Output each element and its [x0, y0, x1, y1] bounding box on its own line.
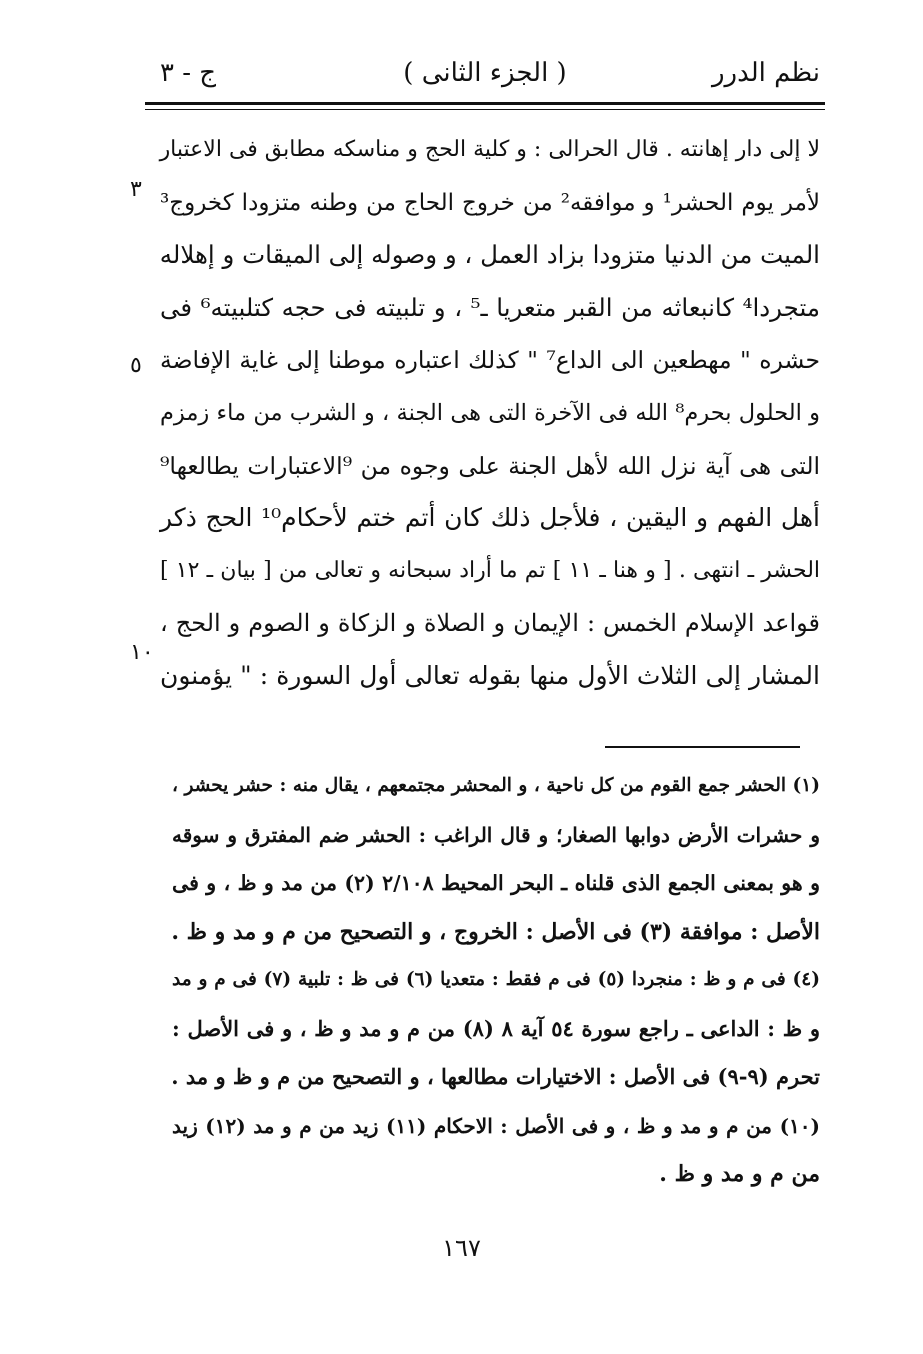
text-line: التى هى آية نزل الله لأهل الجنة على وجوه من ⁹الاعتبارات يطالعها⁹ — [160, 451, 821, 480]
text-line: الميت من الدنيا متزودا بزاد العمل ، و وصوله إلى الميقات و إهلاله — [159, 240, 820, 270]
line-number: ٣ — [130, 177, 142, 202]
text-line: و الحلول بحرم⁸ الله فى الآخرة التى هى الجنة ، و الشرب من ماء زمزم — [160, 399, 820, 426]
text-line: متجردا⁴ كانبعاثه من القبر متعريا ـ⁵ ، و تلبيته فى حجه كتلبيته⁶ فى — [160, 292, 821, 322]
footnote-line: (٤) فى م و ظ : منجردا (٥) فى م فقط : متعديا (٦) فى ظ : تلبية (٧) فى م و مد — [172, 969, 820, 990]
footnote-line: تحرم (٩-٩) فى الأصل : الاختيارات مطالعها ، و التصحيح من م و ظ و مد . — [171, 1064, 820, 1089]
volume-label: ج - ٣ — [160, 58, 217, 88]
footnote-line: و هو بمعنى الجمع الذى قلناه ـ البحر المحيط ٢/١٠٨ (٢) من مد و ظ ، و فى — [172, 871, 820, 895]
text-line: قواعد الإسلام الخمس : الإيمان و الصلاة و الزكاة و الصوم و الحج ، — [160, 609, 820, 638]
text-line: الحشر ـ انتهى . [ و هنا ـ ١١ ] تم ما أراد سبحانه و تعالى من [ بيان ـ ١٢ ] — [160, 557, 821, 583]
footnote-line: و ظ : الداعى ـ راجع سورة ٥٤ آية ٨ (٨) من م و مد و ظ ، و فى الأصل : — [172, 1015, 821, 1041]
text-line: لأمر يوم الحشر¹ و موافقه² من خروج الحاج من وطنه متزودا كخروج³ — [160, 189, 821, 216]
line-number: ٥ — [130, 353, 142, 378]
text-line: المشار إلى الثلاث الأول منها بقوله تعالى أول السورة : " يؤمنون — [160, 660, 820, 690]
text-line: أهل الفهم و اليقين ، فلأجل ذلك كان أتم ختم لأحكام¹⁰ الحج ذكر — [160, 503, 820, 533]
text-line: حشره " مهطعين الى الداع⁷ " كذلك اعتباره موطنا إلى غاية الإفاضة — [160, 346, 821, 375]
footnote-line: الأصل : موافقة (٣) فى الأصل : الخروج ، و التصحيح من م و مد و ظ . — [171, 918, 820, 945]
footnote-line: (١) الحشر جمع القوم من كل ناحية ، و المحشر مجتمعهم ، يقال منه : حشر يحشر ، — [172, 775, 820, 796]
header-rule-thin — [145, 109, 825, 110]
book-title: نظم الدرر — [711, 58, 820, 88]
main-text — [160, 124, 820, 703]
text-line: لا إلى دار إهانته . قال الحرالى : و كلية الحج و مناسكه مطابق فى الاعتبار — [159, 137, 820, 162]
footnote-line: من م و مد و ظ . — [659, 1161, 820, 1187]
footnote-line: (١٠) من م و مد و ظ ، و فى الأصل : الاحكام (١١) زيد من م و مد (١٢) زيد — [172, 1113, 820, 1138]
line-number: ١٠ — [130, 640, 154, 665]
header-rule-thick — [145, 102, 825, 105]
page-number: ١٦٧ — [442, 1234, 481, 1262]
footnotes — [172, 762, 820, 1199]
footnote-line: و حشرات الأرض دوابها الصغار؛ و قال الراغب : الحشر ضم المفترق و سوقه — [172, 822, 820, 847]
running-header — [150, 50, 820, 100]
footnote-separator — [605, 746, 800, 748]
part-label: ( الجزء الثانى ) — [403, 58, 567, 88]
